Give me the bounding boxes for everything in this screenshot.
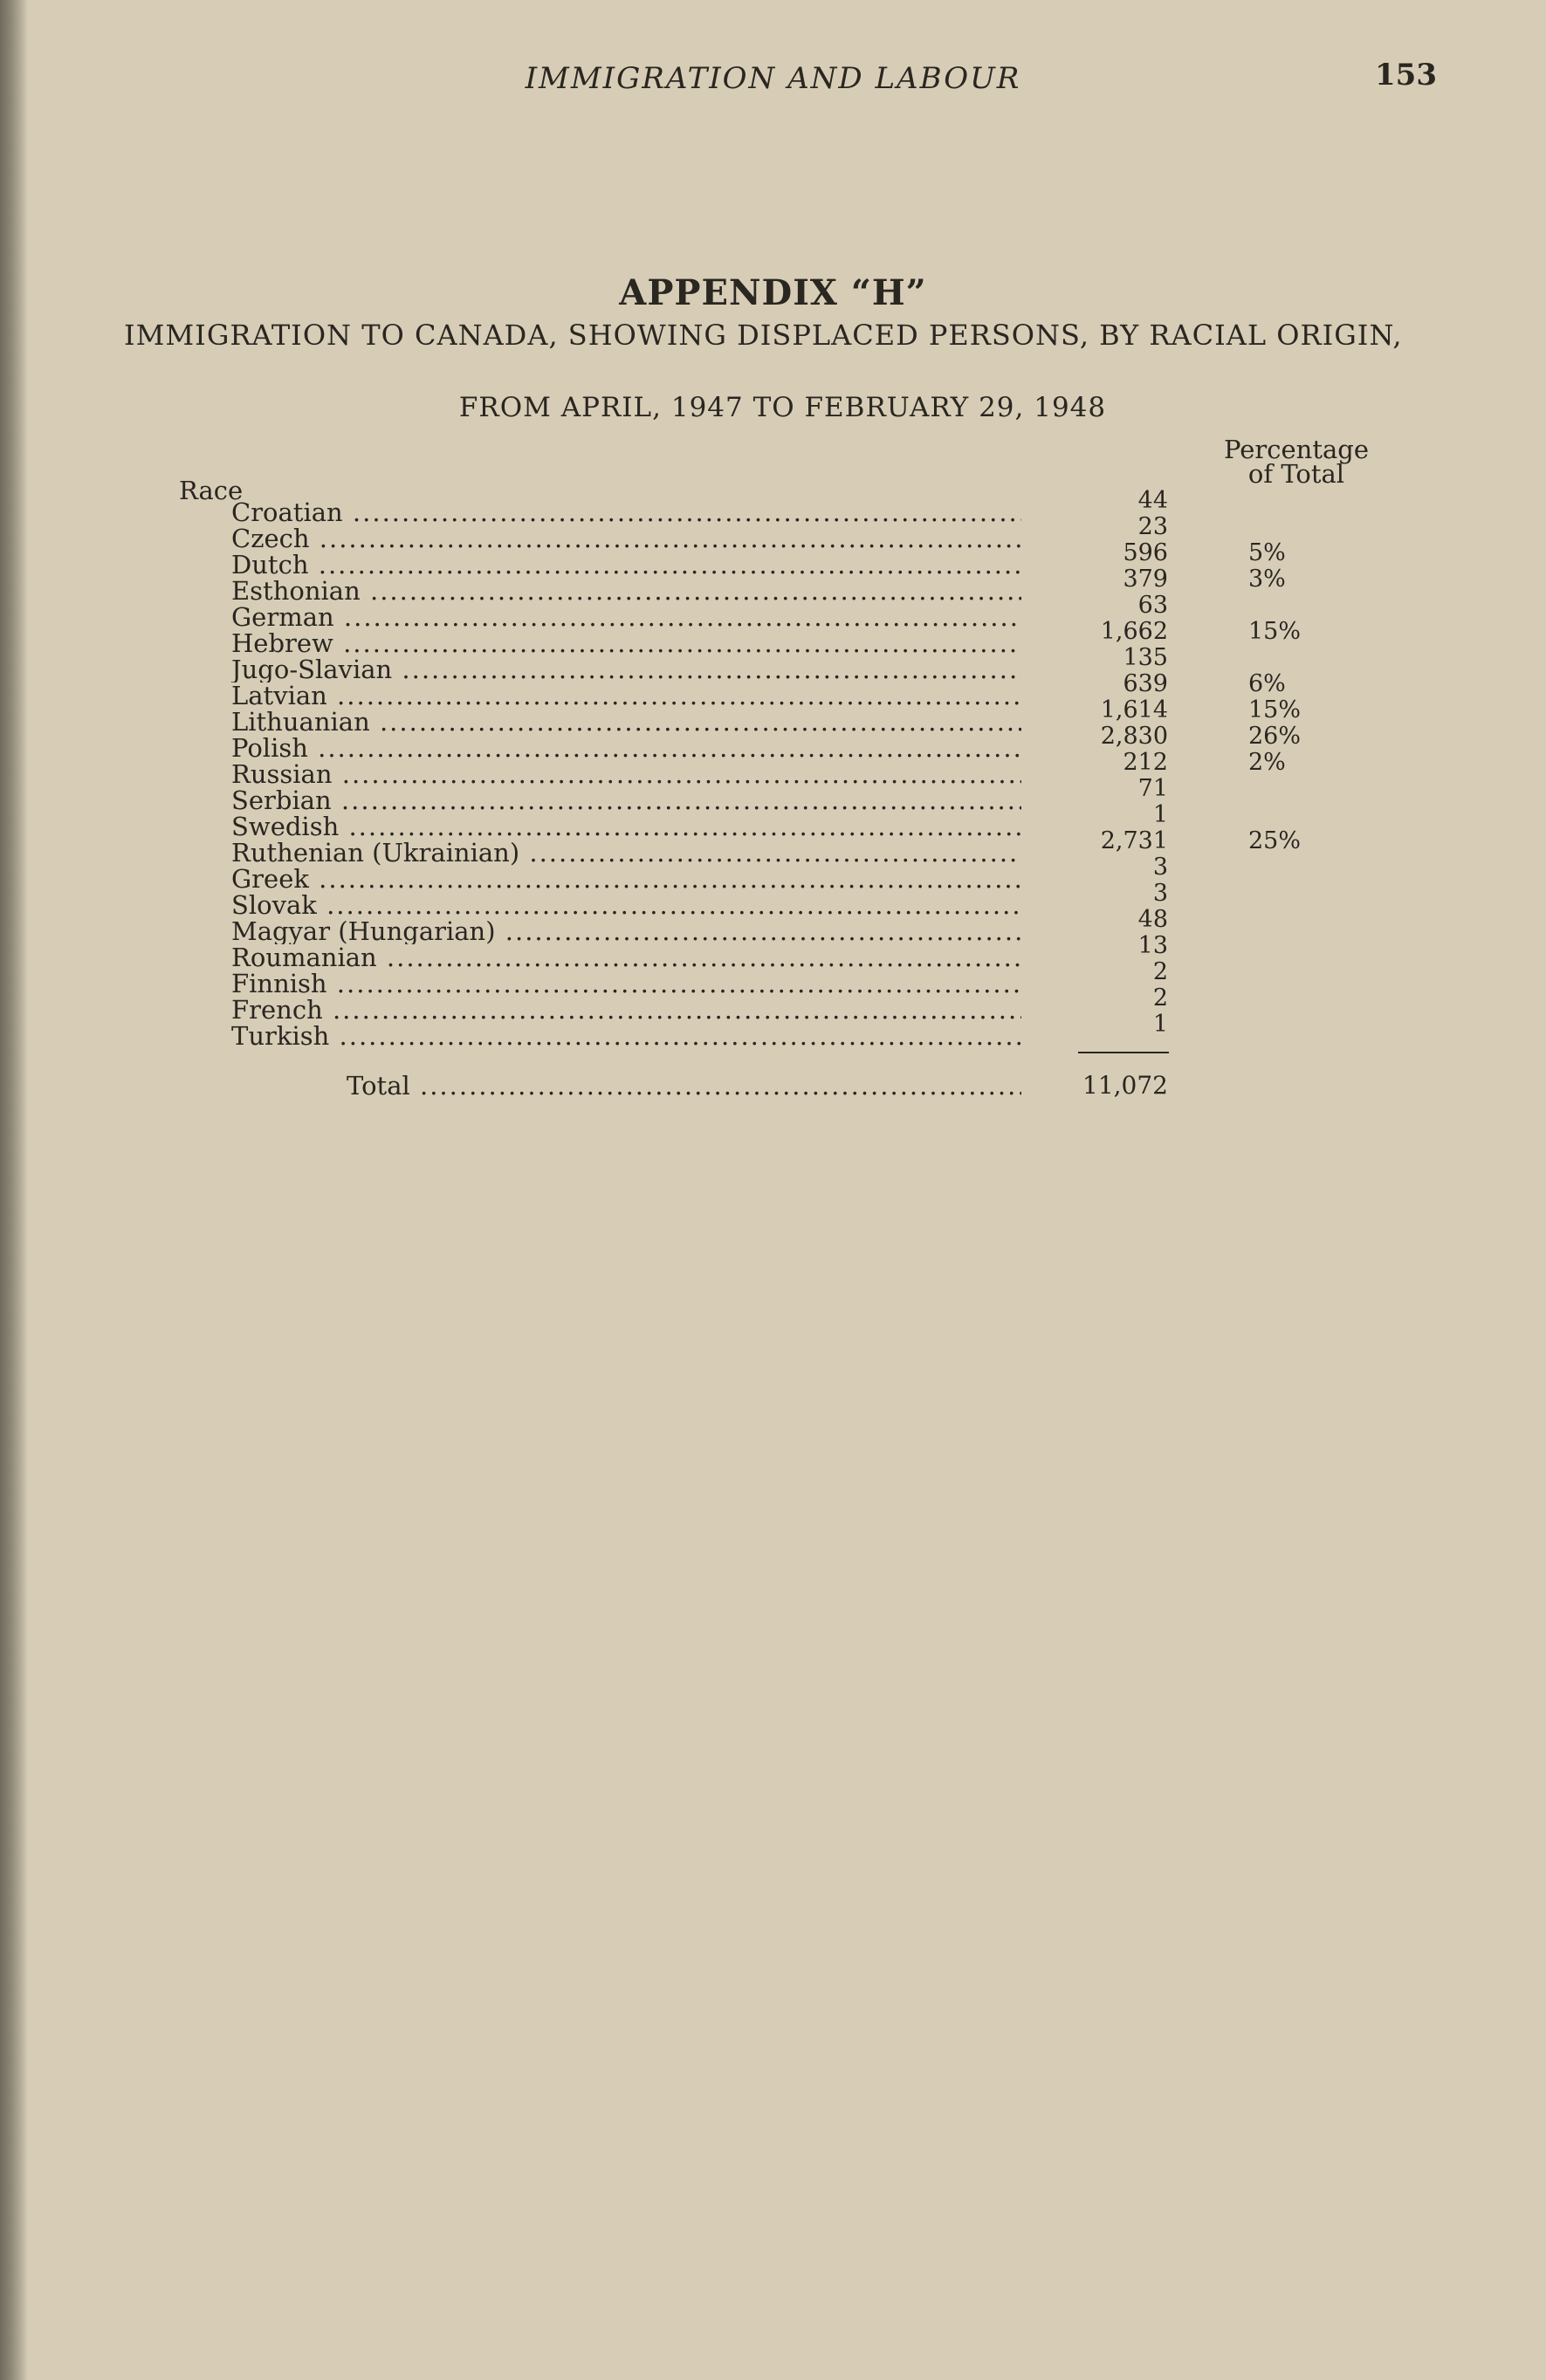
table-row	[0, 723, 1546, 761]
count-cell: 639	[1123, 670, 1168, 697]
count-cell: 13	[1137, 932, 1168, 959]
appendix-title: APPENDIX “H”	[619, 272, 927, 313]
count-cell: 2	[1152, 958, 1168, 985]
count-cell: 3	[1152, 854, 1168, 881]
race-name: Lithuanian .....	[231, 709, 1021, 735]
race-name: Hebrew .....	[231, 630, 1021, 656]
percentage-cell: 26%	[1248, 723, 1302, 750]
race-name: Czech .....	[231, 525, 1021, 552]
race-header: Race	[179, 476, 244, 505]
table-row	[0, 801, 1546, 840]
race-name: Magyar (Hungarian) .....	[231, 918, 1021, 944]
count-cell: 3	[1152, 880, 1168, 907]
count-cell: 63	[1137, 592, 1168, 619]
race-name: Latvian .....	[231, 682, 1021, 709]
percentage-cell: 6%	[1248, 670, 1286, 697]
table-row	[0, 1011, 1546, 1049]
total-count: 11,072	[1082, 1071, 1168, 1100]
race-name: German .....	[231, 604, 1021, 630]
percentage-cell: 2%	[1248, 749, 1286, 776]
table-row	[0, 618, 1546, 656]
race-name: French .....	[231, 997, 1021, 1023]
page-number: 153	[1375, 58, 1437, 93]
race-name: Finnish .....	[231, 971, 1021, 997]
percentage-cell: 5%	[1248, 539, 1286, 566]
count-cell: 71	[1137, 775, 1168, 802]
percentage-header-line1: Percentage	[1224, 435, 1369, 464]
count-cell: 1,662	[1100, 618, 1168, 645]
table-row	[0, 539, 1546, 578]
table-row	[0, 566, 1546, 604]
count-cell: 44	[1137, 487, 1168, 514]
count-cell: 1	[1152, 801, 1168, 828]
table-row	[0, 827, 1546, 866]
book-binding-edge	[0, 0, 28, 2380]
count-cell: 135	[1123, 644, 1168, 671]
count-cell: 596	[1123, 539, 1168, 566]
count-cell: 379	[1123, 566, 1168, 593]
percentage-cell: 3%	[1248, 566, 1286, 593]
percentage-cell: 15%	[1248, 696, 1302, 724]
table-row	[0, 670, 1546, 709]
date-range: FROM APRIL, 1947 TO FEBRUARY 29, 1948	[458, 392, 1107, 423]
count-cell: 2,830	[1100, 723, 1168, 750]
percentage-cell: 25%	[1248, 827, 1302, 854]
race-name: Serbian .....	[231, 787, 1021, 813]
table-subtitle: IMMIGRATION TO CANADA, SHOWING DISPLACED PERSONS, BY RACIAL ORIGIN,	[124, 319, 1403, 352]
total-row	[0, 1071, 1546, 1101]
race-name: Croatian .....	[231, 499, 1021, 525]
race-name: Swedish .....	[231, 813, 1021, 840]
table-row	[0, 775, 1546, 813]
table-row	[0, 696, 1546, 735]
race-name: Slovak .....	[231, 892, 1021, 918]
race-name: Dutch .....	[231, 552, 1021, 578]
table-row	[0, 513, 1546, 552]
count-cell: 48	[1137, 906, 1168, 933]
table-row	[0, 932, 1546, 971]
count-cell: 212	[1123, 749, 1168, 776]
race-name: Roumanian .....	[231, 944, 1021, 971]
count-cell: 23	[1137, 513, 1168, 540]
total-label: Total .....	[347, 1071, 1021, 1101]
race-name: Russian .....	[231, 761, 1021, 787]
table-row	[0, 854, 1546, 892]
table-row	[0, 958, 1546, 997]
race-name: Jugo-Slavian .....	[231, 656, 1021, 682]
race-name: Greek .....	[231, 866, 1021, 892]
percentage-header-line2: of Total	[1247, 459, 1345, 489]
percentage-cell: 15%	[1248, 618, 1302, 645]
total-rule-divider	[1078, 1052, 1169, 1053]
race-name: Polish .....	[231, 735, 1021, 761]
count-cell: 2	[1152, 984, 1168, 1012]
race-name: Esthonian .....	[231, 578, 1021, 604]
table-row	[0, 749, 1546, 787]
table-row	[0, 592, 1546, 630]
count-cell: 1	[1152, 1011, 1168, 1038]
race-name: Turkish .....	[231, 1023, 1021, 1049]
table-row	[0, 906, 1546, 944]
table-row	[0, 880, 1546, 918]
count-cell: 2,731	[1100, 827, 1168, 854]
count-cell: 1,614	[1100, 696, 1168, 724]
table-row	[0, 644, 1546, 682]
race-name: Ruthenian (Ukrainian) .....	[231, 840, 1021, 866]
running-head: IMMIGRATION AND LABOUR	[525, 61, 1021, 96]
